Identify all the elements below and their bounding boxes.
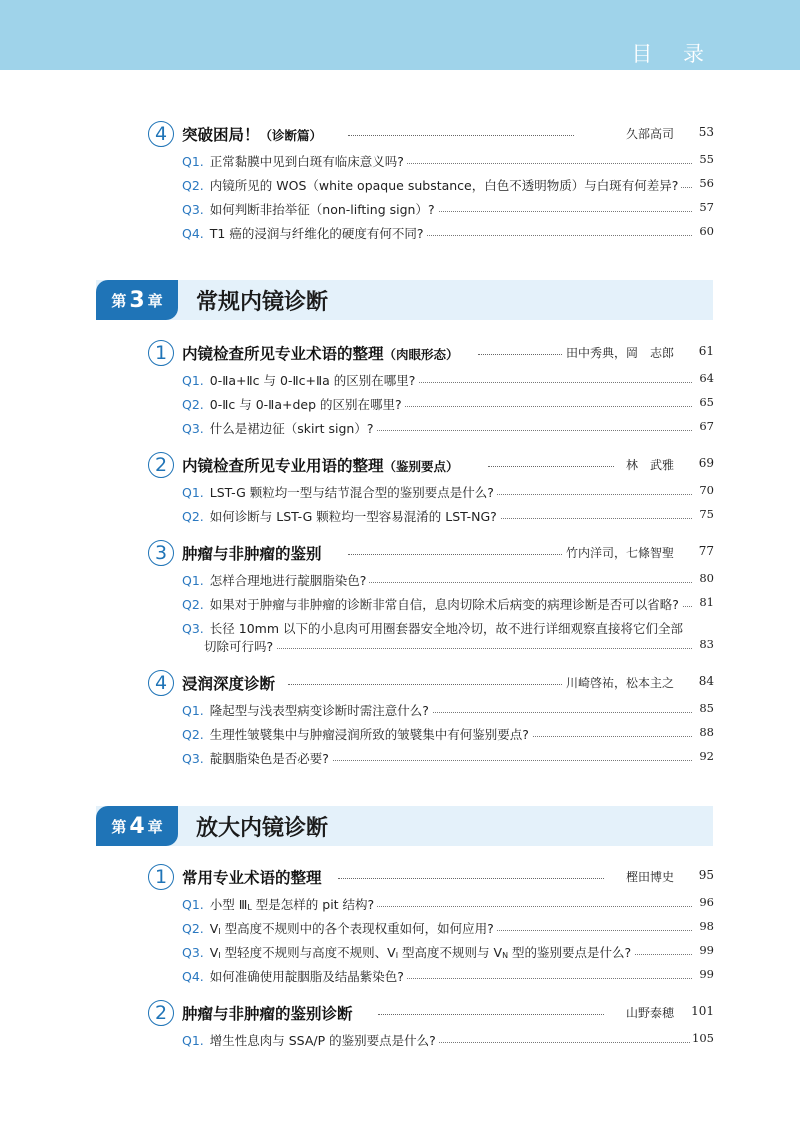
chapter-title: 常规内镜诊断: [196, 290, 329, 315]
toc-entry[interactable]: [148, 451, 714, 477]
entry-page: 101: [691, 1004, 714, 1018]
question-item[interactable]: Q1. 小型 $Ⅲ_L$ 型是怎样的 pit 结构? 96: [182, 895, 714, 912]
question-item[interactable]: Q2. $V_I$ 型高度不规则中的各个表现权重如何，如何应用? 98: [182, 919, 714, 936]
entry-title: 内镜检查所见专业术语的整理（肉眼形态）: [182, 345, 459, 363]
question-item[interactable]: Q1. 隆起型与浅表型病变诊断时需注意什么? 85: [182, 701, 714, 718]
entry-page: 53: [698, 125, 714, 139]
question-item[interactable]: Q1. 0-Ⅱa+Ⅱc 与 0-Ⅱc+Ⅱa 的区别在哪里? 64: [182, 371, 714, 388]
question-item[interactable]: Q2. 生理性皱襞集中与肿瘤浸润所致的皱襞集中有何鉴别要点? 88: [182, 725, 714, 742]
toc-entry[interactable]: [148, 999, 714, 1025]
leader-dots: [338, 878, 604, 879]
entry-author: 久部高司: [622, 125, 674, 142]
entry-number-badge: 1: [148, 340, 174, 366]
page-title: 目 录: [631, 42, 716, 66]
entry-title: 肿瘤与非肿瘤的鉴别诊断: [182, 1005, 353, 1023]
header-bar: [0, 0, 800, 70]
question-item[interactable]: Q1. 正常黏膜中见到白斑有临床意义吗? 55: [182, 152, 714, 169]
question-item[interactable]: Q2. 0-Ⅱc 与 0-Ⅱa+dep 的区别在哪里? 65: [182, 395, 714, 412]
entry-title: 肿瘤与非肿瘤的鉴别: [182, 545, 322, 563]
entry-author: 山野泰穂: [622, 1004, 674, 1021]
entry-number-badge: 2: [148, 1000, 174, 1026]
leader-dots: [262, 648, 692, 649]
question-item[interactable]: Q3. 靛胭脂染色是否必要? 92: [182, 749, 714, 766]
question-item[interactable]: Q4. 如何准确使用靛胭脂及结晶紫染色? 99: [182, 967, 714, 984]
entry-page: 69: [698, 456, 714, 470]
question-item[interactable]: Q3. $V_I$ 型轻度不规则与高度不规则、$V_I$ 型高度不规则与 $V_N$ 型的鉴别要点是什么? 99: [182, 943, 714, 960]
toc-entry[interactable]: [148, 669, 714, 695]
entry-page: 61: [698, 344, 714, 358]
toc-entry[interactable]: [148, 339, 714, 365]
question-item[interactable]: Q1. 怎样合理地进行靛胭脂染色? 80: [182, 571, 714, 588]
question-item[interactable]: Q3. 如何判断非抬举征（non-lifting sign）? 57: [182, 200, 714, 217]
toc-entry[interactable]: [148, 539, 714, 565]
question-item[interactable]: Q2. 内镜所见的 WOS（white opaque substance，白色不透明物质）与白斑有何差异? 56: [182, 176, 714, 193]
question-item[interactable]: Q2. 如何诊断与 LST-G 颗粒均一型容易混淆的 LST-NG? 75: [182, 507, 714, 524]
entry-title: 突破困局！（诊断篇）: [182, 126, 323, 144]
chapter-title: 放大内镜诊断: [196, 816, 329, 841]
question-item[interactable]: Q1. LST-G 颗粒均一型与结节混合型的鉴别要点是什么? 70: [182, 483, 714, 500]
entry-number-badge: 2: [148, 452, 174, 478]
toc-entry[interactable]: [148, 120, 714, 146]
entry-number-badge: 4: [148, 121, 174, 147]
entry-page: 84: [698, 674, 714, 688]
entry-title: 内镜检查所见专业用语的整理（鉴别要点）: [182, 457, 459, 475]
entry-author: 樫田博史: [622, 868, 674, 885]
chapter-banner: [96, 280, 713, 320]
question-item[interactable]: Q2. 如果对于肿瘤与非肿瘤的诊断非常自信，息肉切除术后病变的病理诊断是否可以省略? 81: [182, 595, 714, 612]
entry-number-badge: 4: [148, 670, 174, 696]
leader-dots: [288, 684, 564, 685]
entry-author: 田中秀典，岡 志郎: [562, 344, 674, 361]
chapter-number-tab: 第 4 章: [96, 806, 178, 846]
entry-page: 95: [698, 868, 714, 882]
entry-author: 川崎啓祐，松本主之: [562, 674, 674, 691]
entry-title: 浸润深度诊断: [182, 675, 276, 693]
entry-author: 林 武雅: [622, 456, 674, 473]
leader-dots: [488, 466, 614, 467]
leader-dots: [348, 554, 564, 555]
leader-dots: [348, 135, 574, 136]
chapter-banner: [96, 806, 713, 846]
leader-dots: [378, 1014, 604, 1015]
entry-page: 77: [698, 544, 714, 558]
question-item[interactable]: Q3. 什么是裙边征（skirt sign）? 67: [182, 419, 714, 436]
question-item[interactable]: Q3. 长径 10mm 以下的小息肉可用圈套器安全地冷切，故不进行详细观察直接将它们全部 切除可行吗? 83: [182, 621, 714, 654]
entry-title: 常用专业术语的整理: [182, 869, 322, 887]
question-item[interactable]: Q1. 增生性息肉与 SSA/P 的鉴别要点是什么? 105: [182, 1031, 714, 1048]
question-item[interactable]: Q4. T1 癌的浸润与纤维化的硬度有何不同? 60: [182, 224, 714, 241]
toc-entry[interactable]: [148, 863, 714, 889]
chapter-number-tab: 第 3 章: [96, 280, 178, 320]
leader-dots: [478, 354, 564, 355]
entry-number-badge: 1: [148, 864, 174, 890]
entry-number-badge: 3: [148, 540, 174, 566]
entry-author: 竹内洋司，七條智聖: [562, 544, 674, 561]
